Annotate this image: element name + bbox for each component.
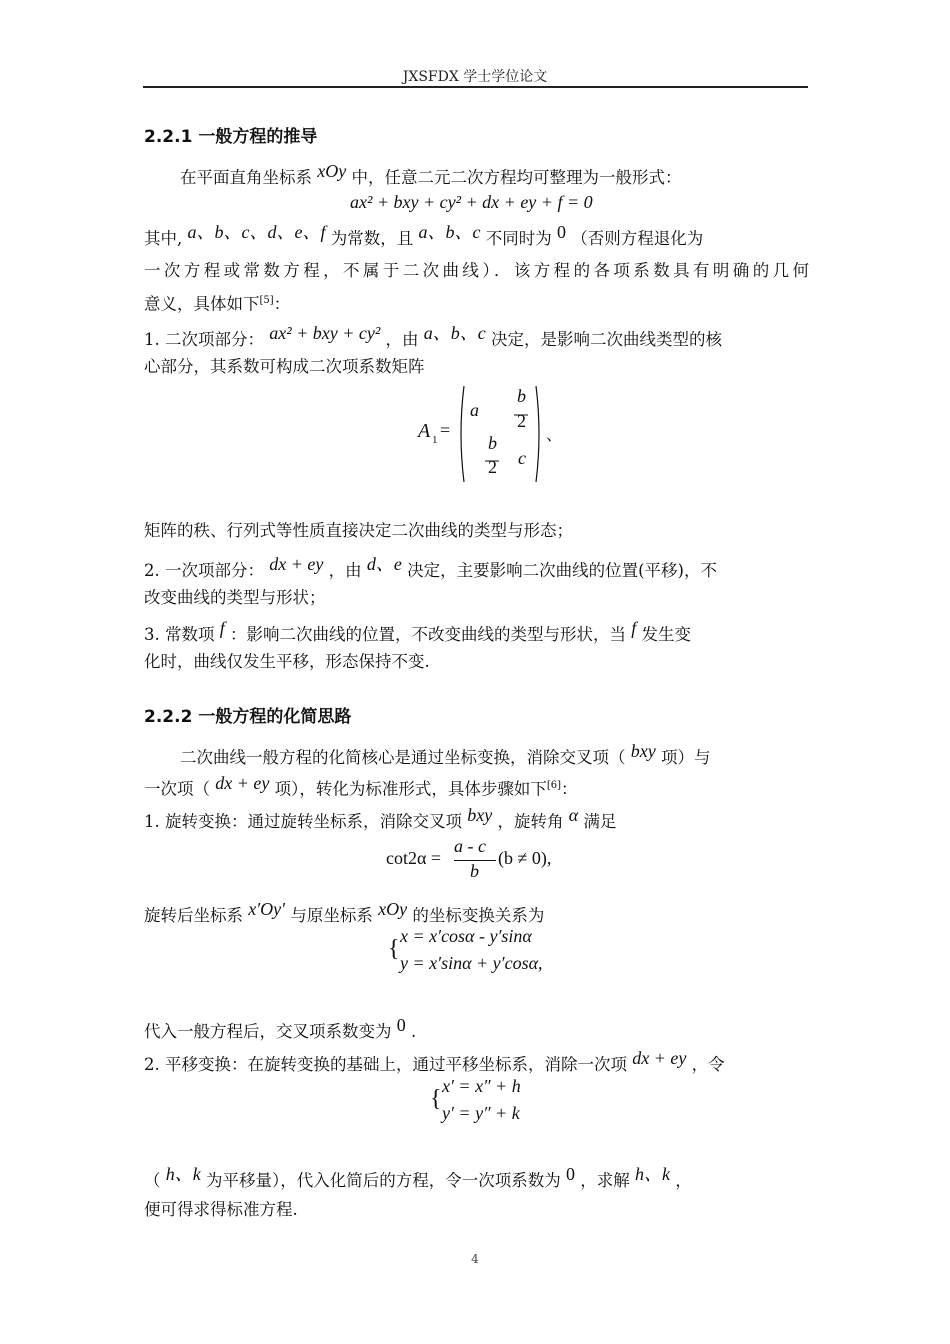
text: 为平移量），代入化简后的方程，令一次项系数为: [206, 1171, 561, 1190]
math-de: d、e: [366, 554, 402, 574]
text: 的坐标变换关系为: [412, 906, 545, 925]
math-dx-ey: dx + ey: [632, 1048, 687, 1068]
math-zero: 0: [556, 222, 566, 242]
math-quadratic-terms: ax² + bxy + cy²: [269, 323, 381, 343]
math-bxy: bxy: [467, 805, 493, 825]
text: 二次曲线一般方程的化简核心是通过坐标变换，消除交叉项（: [180, 748, 626, 767]
math-bxy: bxy: [630, 741, 656, 761]
section-heading-2-2-1: 2.2.1 一般方程的推导: [144, 127, 318, 147]
text: 一次项（: [144, 779, 210, 799]
equation-translation-system: [430, 1076, 580, 1128]
text: 决定，是影响二次曲线类型的核: [491, 330, 723, 349]
page-number: 4: [471, 1252, 479, 1266]
math-xoy: xOy: [378, 899, 408, 919]
math-f: f: [219, 618, 225, 638]
item2-line1: [144, 554, 809, 582]
text: ，求解: [580, 1171, 630, 1190]
math-hk: h、k: [165, 1164, 201, 1184]
math-f: f: [631, 618, 637, 638]
citation-6: [6]: [546, 780, 562, 791]
math-xoy: xOy: [317, 161, 347, 181]
matrix-cell-b2-num: b: [488, 433, 497, 453]
text: ：: [273, 294, 291, 314]
matrix-brackets: [456, 382, 546, 487]
matrix-label: A: [418, 420, 431, 442]
step2-line1: [144, 1048, 809, 1076]
text: .: [411, 1022, 417, 1041]
text: ，由: [328, 561, 362, 580]
text: 2. 平移变换：在旋转变换的基础上，通过平移坐标系，消除一次项: [144, 1055, 627, 1074]
final-line1: [144, 1164, 809, 1192]
equation-general-form: ax² + bxy + cy² + dx + ey + f = 0: [350, 192, 593, 212]
text: 决定，主要影响二次曲线的位置(平移)，不: [407, 561, 717, 580]
final-line2: 便可得求得标准方程.: [144, 1200, 298, 1219]
item2-line2: 改变曲线的类型与形状；: [144, 588, 326, 607]
cot-lhs: cot2α =: [386, 848, 442, 868]
paragraph-where-line3: [144, 290, 809, 316]
item3-line1: [144, 618, 809, 646]
text: 旋转后坐标系: [144, 906, 243, 925]
math-coefficients: a、b、c、d、e、f: [187, 222, 326, 242]
equals-sign: =: [440, 420, 451, 440]
paragraph-intro: [180, 161, 810, 189]
text: 在平面直角坐标系: [180, 168, 312, 187]
matrix-cell-b-den: 2: [517, 411, 526, 431]
matrix-cell-a: a: [470, 400, 479, 420]
matrix-cell-b2-den: 2: [488, 457, 497, 477]
item1-line1: [144, 323, 809, 351]
paragraph-simplify-line2: [144, 772, 809, 801]
cot-numerator: a - c: [454, 836, 486, 856]
text: 与原坐标系: [290, 906, 373, 925]
text: ，: [675, 1171, 692, 1190]
item1-line3: 矩阵的秩、行列式等性质直接决定二次曲线的类型与形态；: [144, 521, 573, 540]
text: 项）与: [660, 748, 711, 767]
brace: {: [430, 1086, 442, 1112]
matrix-cell-c: c: [518, 448, 526, 468]
header-rule: [143, 86, 808, 88]
text: 不同时为: [485, 229, 552, 248]
math-linear-terms: dx + ey: [269, 554, 324, 574]
text: 其中,: [144, 229, 183, 248]
matrix-a1: [418, 382, 563, 487]
math-zero: 0: [566, 1164, 575, 1184]
cot-condition: (b ≠ 0),: [498, 848, 552, 868]
text: （否则方程退化为: [571, 229, 704, 248]
math-rotated-system: x′Oy′: [248, 899, 286, 919]
math-abc: a、b、c: [418, 222, 481, 242]
rotation-line: [144, 899, 809, 927]
math-hk: h、k: [635, 1164, 670, 1184]
paragraph-where-line1: [144, 222, 809, 250]
text: ：影响二次曲线的位置，不改变曲线的类型与形状，当: [230, 625, 627, 644]
brace: {: [388, 936, 400, 962]
page-header: JXSFDX 学士学位论文: [402, 69, 548, 85]
text: 中，任意二元二次方程均可整理为一般形式：: [351, 168, 682, 187]
text: ，令: [691, 1055, 725, 1074]
punctuation: 、: [546, 425, 563, 444]
translation-eq-y: y′ = y″ + k: [442, 1103, 520, 1123]
cot-denominator: b: [470, 861, 479, 881]
rotation-eq-y: y = x′sinα + y′cosα,: [400, 953, 543, 973]
text: 2. 一次项部分：: [144, 561, 264, 580]
after-rotation-line: [144, 1015, 809, 1043]
item3-line2: 化时，曲线仅发生平移，形态保持不变.: [144, 652, 430, 671]
text: （: [144, 1171, 161, 1190]
translation-eq-x: x′ = x″ + h: [442, 1076, 521, 1096]
text: 满足: [583, 812, 617, 831]
text: 1. 二次项部分：: [144, 330, 264, 349]
text: ，旋转角: [497, 812, 564, 831]
step1-line1: [144, 805, 809, 833]
text: 为常数，且: [330, 229, 414, 248]
text: 代入一般方程后，交叉项系数变为: [144, 1022, 392, 1041]
math-alpha: α: [568, 805, 579, 825]
text: ：: [561, 779, 578, 799]
math-dx-ey: dx + ey: [215, 772, 270, 793]
equation-cot2alpha: [386, 836, 586, 884]
text: 项），转化为标准形式，具体步骤如下: [274, 779, 547, 799]
text: 发生变: [641, 625, 692, 644]
matrix-subscript: 1: [432, 434, 438, 446]
paragraph-simplify-line1: [180, 741, 810, 769]
section-heading-2-2-2: 2.2.2 一般方程的化简思路: [144, 707, 352, 727]
rotation-eq-x: x = x′cosα - y′sinα: [400, 926, 532, 946]
paragraph-where-line2: 一次方程或常数方程，不属于二次曲线）．该方程的各项系数具有明确的几何: [144, 261, 809, 280]
text: 意义，具体如下: [144, 294, 260, 314]
math-zero: 0: [396, 1015, 406, 1035]
text: 1. 旋转变换：通过旋转坐标系，消除交叉项: [144, 812, 462, 831]
text: ，由: [385, 330, 419, 349]
math-abc: a、b、c: [423, 323, 486, 343]
matrix-cell-b-num: b: [517, 386, 526, 406]
equation-rotation-system: [388, 926, 588, 978]
citation-5: [5]: [259, 295, 274, 306]
text: 3. 常数项: [144, 625, 215, 644]
item1-line2: 心部分，其系数可构成二次项系数矩阵: [144, 357, 425, 376]
